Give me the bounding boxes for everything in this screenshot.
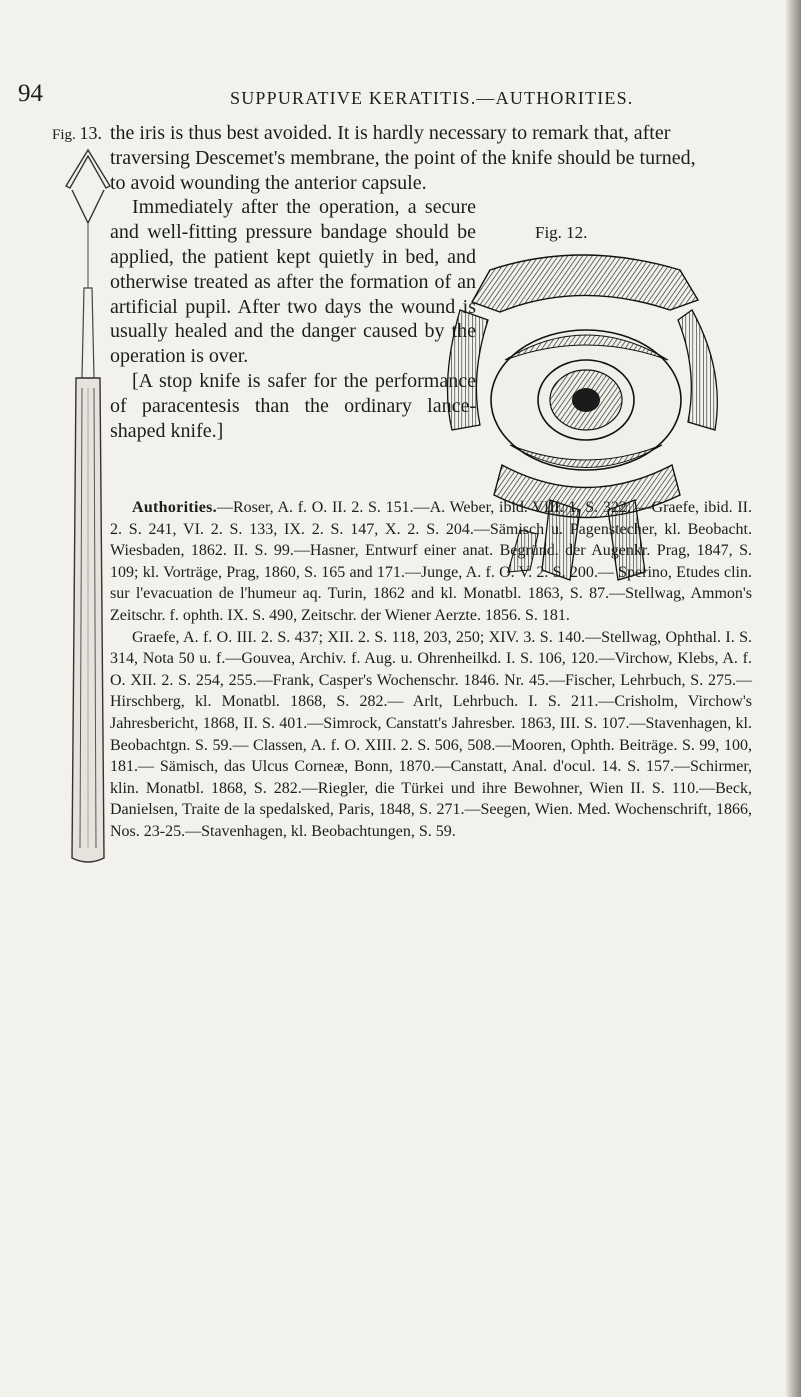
fig12-caption: Fig. 12. <box>535 223 588 242</box>
knife-lower-blade <box>72 190 104 223</box>
page-edge-shadow <box>785 0 801 1397</box>
authorities-section <box>110 497 752 843</box>
paragraph-1-line-2: traversing Descemet's membrane, the point of the knife should be turned, <box>110 146 696 169</box>
fig13-prefix: Fig. <box>52 127 76 143</box>
paragraph-1-line-1: the iris is thus best avoided. It is hardly necessary to remark that, after <box>110 122 671 144</box>
fig13-number: 13. <box>79 123 103 143</box>
paragraph-1-line-3: to avoid wounding the anterior capsule. <box>110 171 427 194</box>
fig13-knife-illustration <box>60 148 116 868</box>
knife-shaft <box>82 288 94 378</box>
running-head: SUPPURATIVE KERATITIS.—AUTHORITIES. <box>230 88 634 108</box>
page-number: 94 <box>18 80 43 107</box>
paragraph-3: [A stop knife is safer for the performance of paracentesis than the ordinary lance-shaped knife.] <box>110 369 476 442</box>
body-text <box>110 121 750 443</box>
authorities-heading: Authorities. <box>132 499 217 516</box>
authorities-paragraph-2: Graefe, A. f. O. III. 2. S. 437; XII. 2. S. 118, 203, 250; XIV. 3. S. 140.—Stellwag, Ophthal. I. S. 314, Nota 50 u. f.—Gouvea, Archiv. f. Aug. u. Ohrenheilkd. I. S. 106, 120.—Virchow, Klebs, A. f. O. XII. 2. S. 254, 255.—Frank, Casper's Wochenschr. 1846. Nr. 45.—Fischer, Lehrbuch, S. 275.—Hirschberg, kl. Monatbl. 1868, S. 282.— Arlt, Lehrbuch. I. S. 211.—Crisholm, Virchow's Jahresbericht, 1868, II. S. 401.—Simrock, Canstatt's Jahresber. 1863, III. S. 107.—Stavenhagen, kl. Beobachtgn. S. 59.— Classen, A. f. O. XIII. 2. S. 506, 508.—Mooren, Ophth. Beiträge. S. 99, 100, 181.— Sämisch, das Ulcus Corneæ, Bonn, 1870.—Canstatt, Anal. d'ocul. 14. S. 157.—Schirmer, klin. Monatbl. 1868, S. 282.—Riegler, die Türkei und ihre Bewohner, Wien II. S. 110.—Beck, Danielsen, Traite de la spedalsked, Paris, 1848, S. 271.—Seegen, Wien. Med. Wochenschrift, 1866, Nos. 23-25.—Stavenhagen, kl. Beobachtungen, S. 59. <box>110 628 752 840</box>
paragraph-2: Immediately after the operation, a secure and well-fitting pressure bandage should be applied, the patient kept quietly in bed, and otherwise treated as after the formation of an artificial pupil. After two days the wound is usually healed and the danger caused by the operation is over. <box>110 196 476 368</box>
knife-blade <box>66 150 110 188</box>
authorities-list-1: —Roser, A. f. O. II. 2. S. 151.—A. Weber, ibid. VIII. 1. S. 322. —Graefe, ibid. II. 2. S. 241, VI. 2. S. 133, IX. 2. S. 147, X. 2. S. 204.—Sämisch u. Pagenstecher, kl. Beobacht. Wiesbaden, 1862. II. S. 99.—Hasner, Entwurf einer anat. Begründ. der Augenkr. Prag, 1847, S. 109; kl. Vorträge, Prag, 1860, S. 165 and 171.—Junge, A. f. O. V. 2. S. 200.— Sperino, Etudes clin. sur l'evacuation de l'humeur aq. Turin, 1862 and kl. Monatbl. 1863, S. 87.—Stellwag, Ammon's Zeitschr. f. ophth. IX. S. 490, Zeitschr. der Wiener Aerzte. 1856. S. 181. <box>110 499 752 624</box>
authorities-paragraph-1 <box>110 497 752 627</box>
fig13-caption <box>52 123 102 144</box>
